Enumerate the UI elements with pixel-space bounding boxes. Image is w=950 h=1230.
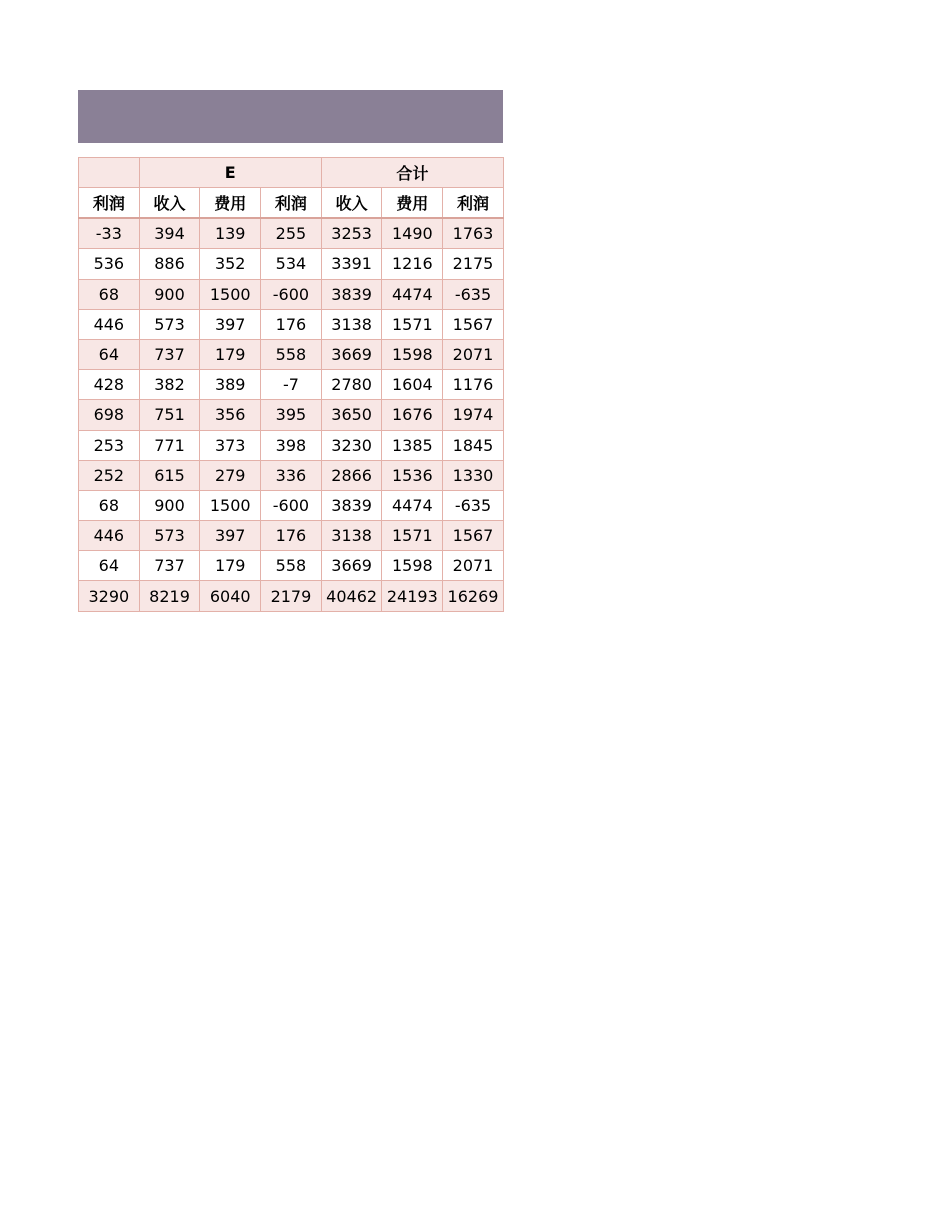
table-cell: 1490 <box>382 218 443 249</box>
total-cell: 24193 <box>382 581 443 611</box>
group-header-e: E <box>139 158 321 188</box>
table-cell: 1500 <box>200 490 261 520</box>
table-cell: 1598 <box>382 551 443 581</box>
table-cell: 1330 <box>443 460 504 490</box>
table-row <box>79 339 504 369</box>
table-cell: -635 <box>443 490 504 520</box>
table-cell: 398 <box>261 430 322 460</box>
table-row <box>79 249 504 279</box>
table-cell: 771 <box>139 430 200 460</box>
table-row <box>79 370 504 400</box>
table-cell: 68 <box>79 279 140 309</box>
table-cell: 1536 <box>382 460 443 490</box>
table-cell: 395 <box>261 400 322 430</box>
table-cell: 1571 <box>382 521 443 551</box>
column-header: 收入 <box>321 188 382 219</box>
table-cell: 252 <box>79 460 140 490</box>
table-row <box>79 460 504 490</box>
table-cell: 1567 <box>443 521 504 551</box>
table-cell: 558 <box>261 339 322 369</box>
table-row <box>79 218 504 249</box>
table-cell: 352 <box>200 249 261 279</box>
group-header-prev <box>79 158 140 188</box>
table-cell: 179 <box>200 551 261 581</box>
total-cell: 16269 <box>443 581 504 611</box>
table-row <box>79 309 504 339</box>
table-cell: 2071 <box>443 551 504 581</box>
table-cell: 139 <box>200 218 261 249</box>
table-cell: 615 <box>139 460 200 490</box>
table-cell: 1571 <box>382 309 443 339</box>
table-cell: 886 <box>139 249 200 279</box>
table-cell: 2175 <box>443 249 504 279</box>
table-cell: 1974 <box>443 400 504 430</box>
table-cell: 3669 <box>321 551 382 581</box>
table-cell: 1385 <box>382 430 443 460</box>
table-cell: 3839 <box>321 279 382 309</box>
total-cell: 2179 <box>261 581 322 611</box>
total-cell: 6040 <box>200 581 261 611</box>
table-row <box>79 279 504 309</box>
table-cell: 534 <box>261 249 322 279</box>
table-cell: -600 <box>261 279 322 309</box>
table-row <box>79 521 504 551</box>
table-row <box>79 400 504 430</box>
table-cell: 1604 <box>382 370 443 400</box>
table-cell: 253 <box>79 430 140 460</box>
column-header: 费用 <box>200 188 261 219</box>
total-cell: 40462 <box>321 581 382 611</box>
total-row <box>79 581 504 611</box>
table-cell: -7 <box>261 370 322 400</box>
table-cell: 1845 <box>443 430 504 460</box>
table-cell: 1676 <box>382 400 443 430</box>
table-cell: 255 <box>261 218 322 249</box>
table-cell: 2071 <box>443 339 504 369</box>
group-header-row <box>79 158 504 188</box>
table-cell: 3839 <box>321 490 382 520</box>
table-cell: 3669 <box>321 339 382 369</box>
table-cell: 3138 <box>321 521 382 551</box>
table-cell: 397 <box>200 521 261 551</box>
table-cell: 751 <box>139 400 200 430</box>
total-cell: 3290 <box>79 581 140 611</box>
table-row <box>79 490 504 520</box>
title-banner <box>78 90 503 143</box>
table-cell: 279 <box>200 460 261 490</box>
table-cell: 1598 <box>382 339 443 369</box>
table-cell: 3391 <box>321 249 382 279</box>
table-cell: 394 <box>139 218 200 249</box>
table-cell: 1567 <box>443 309 504 339</box>
total-cell: 8219 <box>139 581 200 611</box>
table-body <box>79 218 504 611</box>
table-cell: 382 <box>139 370 200 400</box>
column-header: 费用 <box>382 188 443 219</box>
table-cell: 64 <box>79 551 140 581</box>
sub-header-row <box>79 188 504 219</box>
table-cell: 446 <box>79 309 140 339</box>
column-header: 利润 <box>261 188 322 219</box>
table-cell: 2866 <box>321 460 382 490</box>
table-cell: 3138 <box>321 309 382 339</box>
table-cell: 4474 <box>382 490 443 520</box>
table-cell: 1216 <box>382 249 443 279</box>
table-cell: 698 <box>79 400 140 430</box>
table-cell: 336 <box>261 460 322 490</box>
table-cell: 4474 <box>382 279 443 309</box>
column-header: 利润 <box>443 188 504 219</box>
table-cell: 558 <box>261 551 322 581</box>
table-cell: 176 <box>261 521 322 551</box>
table-cell: 64 <box>79 339 140 369</box>
table-cell: 1500 <box>200 279 261 309</box>
table-cell: -635 <box>443 279 504 309</box>
table-cell: -600 <box>261 490 322 520</box>
column-header: 收入 <box>139 188 200 219</box>
table-cell: 389 <box>200 370 261 400</box>
table-cell: 1176 <box>443 370 504 400</box>
table-cell: 900 <box>139 490 200 520</box>
table-cell: 573 <box>139 309 200 339</box>
group-header-total: 合计 <box>321 158 503 188</box>
table-cell: 3230 <box>321 430 382 460</box>
table-row <box>79 551 504 581</box>
table-cell: 737 <box>139 339 200 369</box>
table-cell: 1763 <box>443 218 504 249</box>
table-cell: 737 <box>139 551 200 581</box>
column-header: 利润 <box>79 188 140 219</box>
table-cell: -33 <box>79 218 140 249</box>
table-cell: 356 <box>200 400 261 430</box>
table-cell: 900 <box>139 279 200 309</box>
table-cell: 2780 <box>321 370 382 400</box>
table-row <box>79 430 504 460</box>
data-table <box>78 157 504 612</box>
table-cell: 68 <box>79 490 140 520</box>
table-cell: 428 <box>79 370 140 400</box>
table-cell: 446 <box>79 521 140 551</box>
table-cell: 397 <box>200 309 261 339</box>
table-cell: 373 <box>200 430 261 460</box>
table-cell: 573 <box>139 521 200 551</box>
table-cell: 176 <box>261 309 322 339</box>
table-cell: 536 <box>79 249 140 279</box>
table-cell: 179 <box>200 339 261 369</box>
table-cell: 3253 <box>321 218 382 249</box>
table-cell: 3650 <box>321 400 382 430</box>
